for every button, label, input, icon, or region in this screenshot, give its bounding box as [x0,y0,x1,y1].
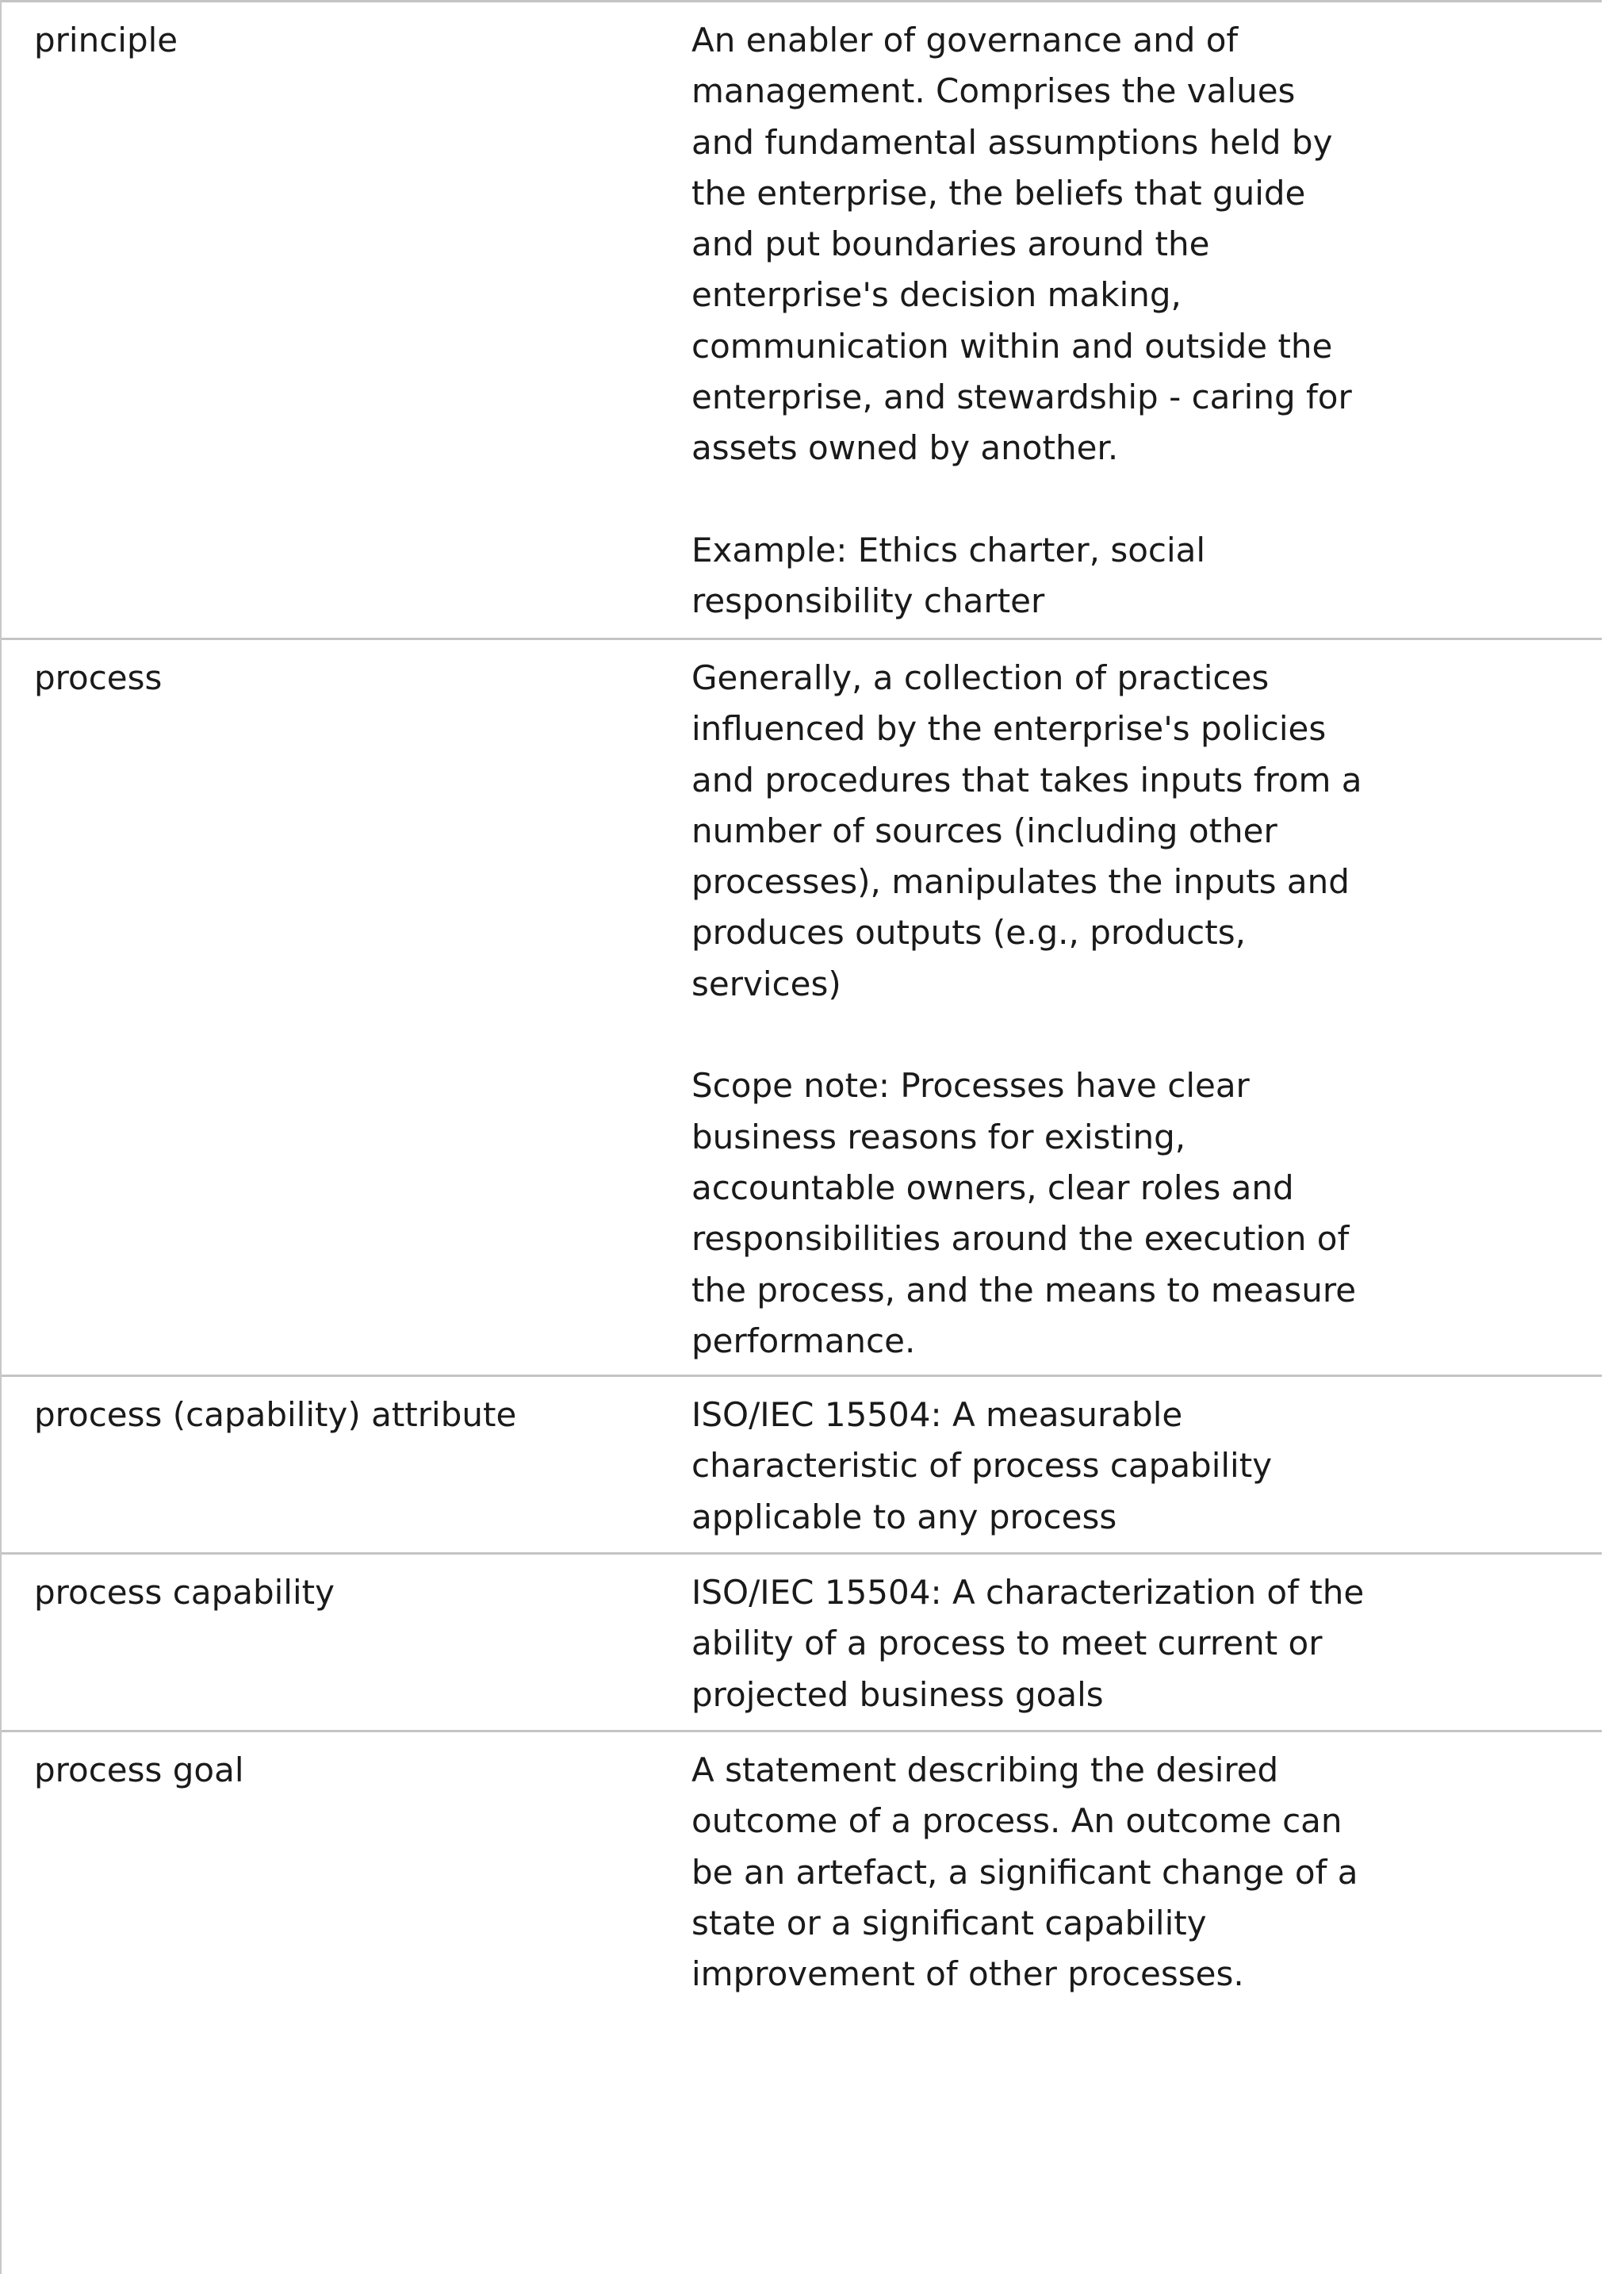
glossary-term: process goal [34,1751,244,1789]
glossary-definition [691,1732,1365,2065]
glossary-row-process [2,640,1602,1377]
definition-example: Example: Ethics charter, social responsibility charter [691,530,1206,621]
glossary-row-process-goal [2,1732,1602,2065]
definition-paragraph: A statement describing the desired outcome of a process. An outcome can be an artefact, a significant change of a state or a significant capability improvement of other processes. [691,1751,1358,1994]
glossary-term: process (capability) attribute [34,1395,517,1434]
definition-paragraph: Generally, a collection of practices influenced by the enterprise's policies and procedures that takes inputs from a number of sources (including other processes), manipulates the inputs and produces outputs (e.g., products, services) [691,658,1362,1003]
glossary-row-process-capability-attribute [2,1377,1602,1555]
glossary-term: process capability [34,1573,335,1612]
definition-scope-note: Scope note: Processes have clear business reasons for existing, accountable owners, clear roles and responsibilities around the execution of the process, and the means to measure performance. [691,1066,1357,1360]
definition-paragraph: An enabler of governance and of management. Comprises the values and fundamental assumptions held by the enterprise, the beliefs that guide and put boundaries around the enterprise's decision making, communication within and outside the enterprise, and stewardship - caring for assets owned by another. [691,21,1352,468]
glossary-definition [691,1377,1365,1552]
glossary-table [2,0,1602,2065]
definition-paragraph: ISO/IEC 15504: A measurable characteristic of process capability applicable to any process [691,1395,1273,1536]
glossary-row-principle [2,2,1602,640]
glossary-term: process [34,658,163,697]
definition-paragraph: ISO/IEC 15504: A characterization of the ability of a process to meet current or projected business goals [691,1573,1365,1714]
glossary-row-process-capability [2,1555,1602,1732]
glossary-term: principle [34,21,178,59]
glossary-definition [691,1555,1365,1730]
glossary-definition [691,2,1365,638]
glossary-definition [691,640,1365,1375]
